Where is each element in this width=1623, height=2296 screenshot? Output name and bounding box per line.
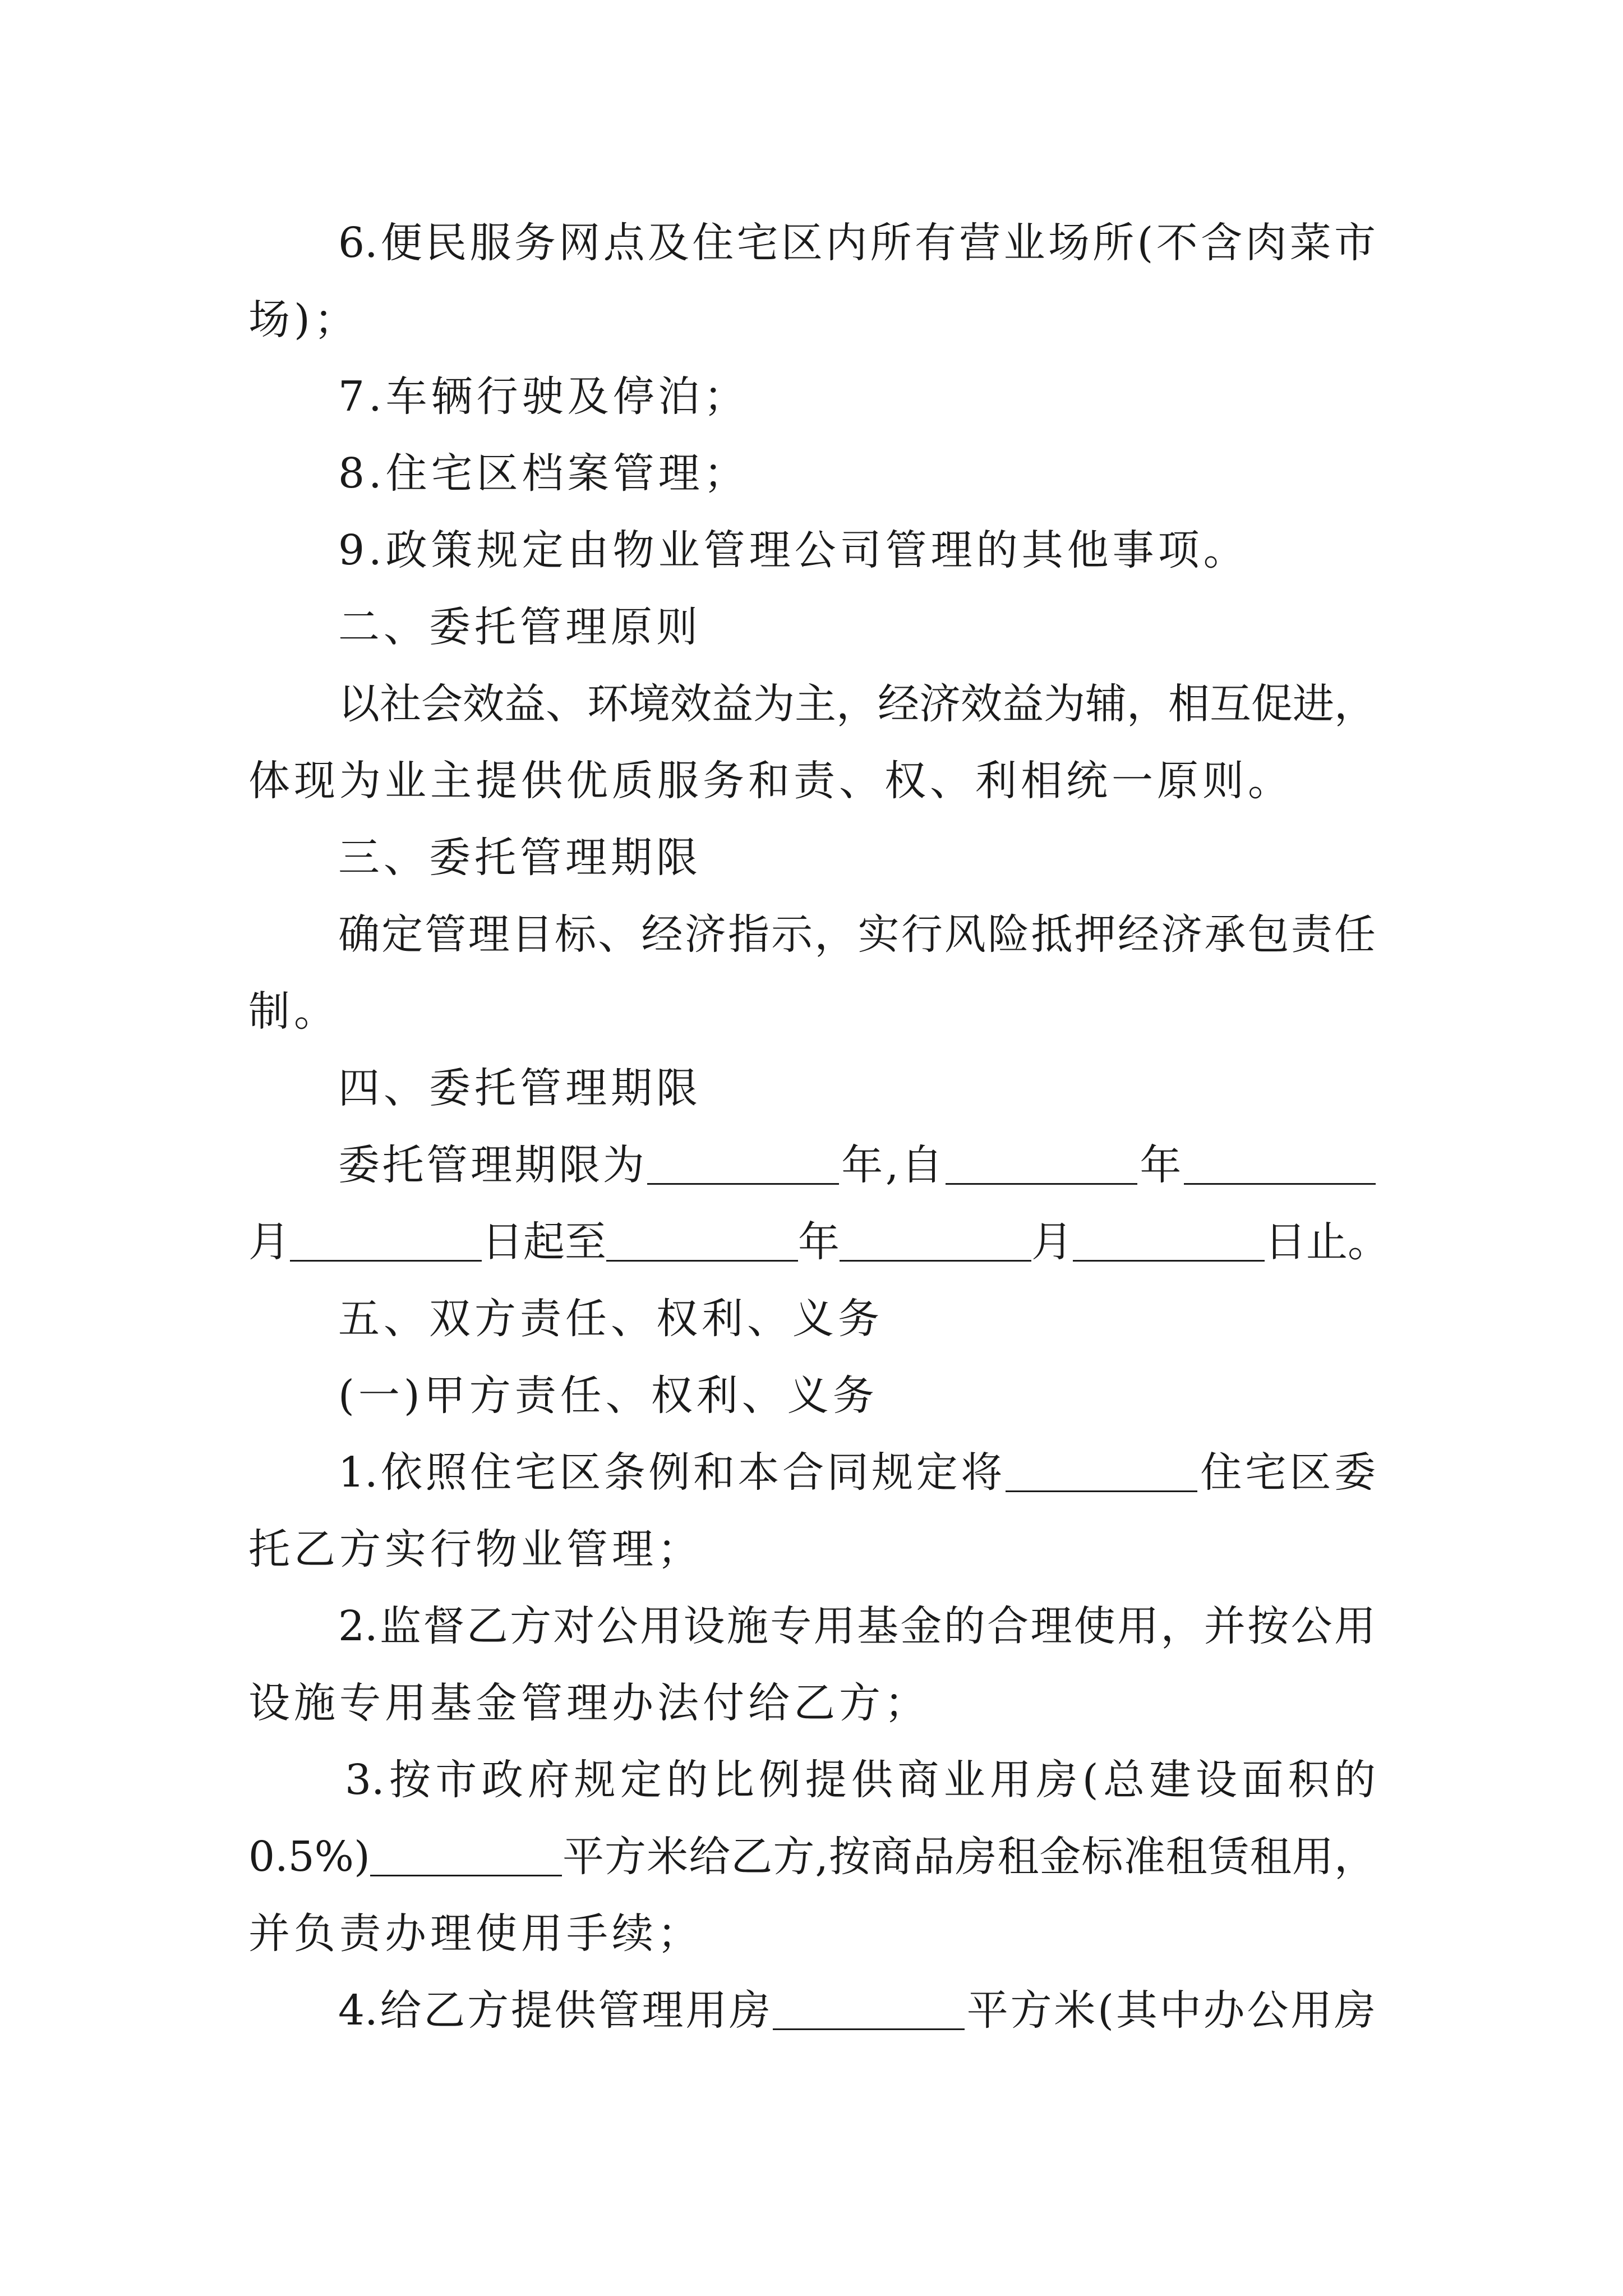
a1-text-b: 住宅区委 [1197, 1448, 1376, 1497]
start-day-blank[interactable] [290, 1218, 482, 1262]
term-text-e: 日起至 [482, 1218, 606, 1266]
term-text-c: 年 [1137, 1141, 1184, 1189]
term-text-h: 日止。 [1265, 1218, 1389, 1266]
a4-line-1 [248, 1972, 1376, 2049]
start-year-blank[interactable] [946, 1142, 1137, 1185]
section-heading-2: 二、委托管理原则 [338, 603, 702, 651]
start-month-blank[interactable] [1184, 1142, 1376, 1185]
principle-line-2: 体现为业主提供优质服务和责、权、利相统一原则。 [248, 757, 1293, 805]
term-years-blank[interactable] [647, 1142, 839, 1185]
principle-line-1: 以社会效益、环境效益为主，经济效益为辅，相互促进， [338, 680, 1376, 728]
a4-text-a: 4.给乙方提供管理用房 [338, 1986, 773, 2035]
a3-text-a: 0.5%) [248, 1833, 370, 1881]
a3-line-2 [248, 1819, 1376, 1895]
end-month-blank[interactable] [840, 1218, 1031, 1262]
a2-line-1: 2.监督乙方对公用设施专用基金的合理使用，并按公用 [338, 1602, 1376, 1650]
a4-text-b: 平方米(其中办公用房 [964, 1986, 1376, 2035]
a1-text-a: 1.依照住宅区条例和本合同规定将 [338, 1448, 1006, 1497]
item-9: 9.政策规定由物业管理公司管理的其他事项。 [338, 526, 1249, 574]
sub-heading-party-a: (一)甲方责任、权利、义务 [338, 1372, 878, 1420]
item-7: 7.车辆行驶及停泊； [338, 372, 749, 421]
term-text-f: 年 [798, 1218, 840, 1266]
term-line-1 [248, 1127, 1376, 1204]
a3-text-b: 平方米给乙方,按商品房租金标准租赁租用， [561, 1833, 1376, 1881]
item-6-line-2: 场)； [248, 296, 359, 344]
item-6-line-1: 6.便民服务网点及住宅区内所有营业场所(不含肉菜市 [338, 219, 1376, 267]
term-text-g: 月 [1031, 1218, 1073, 1266]
term-text-a: 委托管理期限为 [338, 1141, 647, 1189]
target-line-1: 确定管理目标、经济指示，实行风险抵押经济承包责任 [338, 910, 1376, 959]
a3-line-3: 并负责办理使用手续； [248, 1910, 703, 1958]
term-text-d: 月 [248, 1218, 290, 1266]
section-heading-5: 五、双方责任、权利、义务 [338, 1295, 883, 1343]
a2-line-2: 设施专用基金管理办法付给乙方； [248, 1679, 930, 1727]
a1-line-1 [248, 1434, 1376, 1511]
commercial-area-blank[interactable] [370, 1833, 562, 1876]
a3-line-1: 3.按市政府规定的比例提供商业用房(总建设面积的 [345, 1756, 1376, 1804]
target-line-2: 制。 [248, 987, 339, 1036]
residential-area-blank[interactable] [1006, 1449, 1197, 1492]
term-text-b: 年,自 [838, 1141, 946, 1189]
item-8: 8.住宅区档案管理； [338, 449, 749, 498]
section-heading-3: 三、委托管理期限 [338, 834, 702, 882]
end-year-blank[interactable] [606, 1218, 798, 1262]
term-line-2 [248, 1204, 1389, 1281]
end-day-blank[interactable] [1073, 1218, 1265, 1262]
a1-line-2: 托乙方实行物业管理； [248, 1525, 703, 1573]
management-area-blank[interactable] [773, 1987, 965, 2030]
contract-body [248, 205, 1389, 2049]
section-heading-4: 四、委托管理期限 [338, 1064, 702, 1112]
